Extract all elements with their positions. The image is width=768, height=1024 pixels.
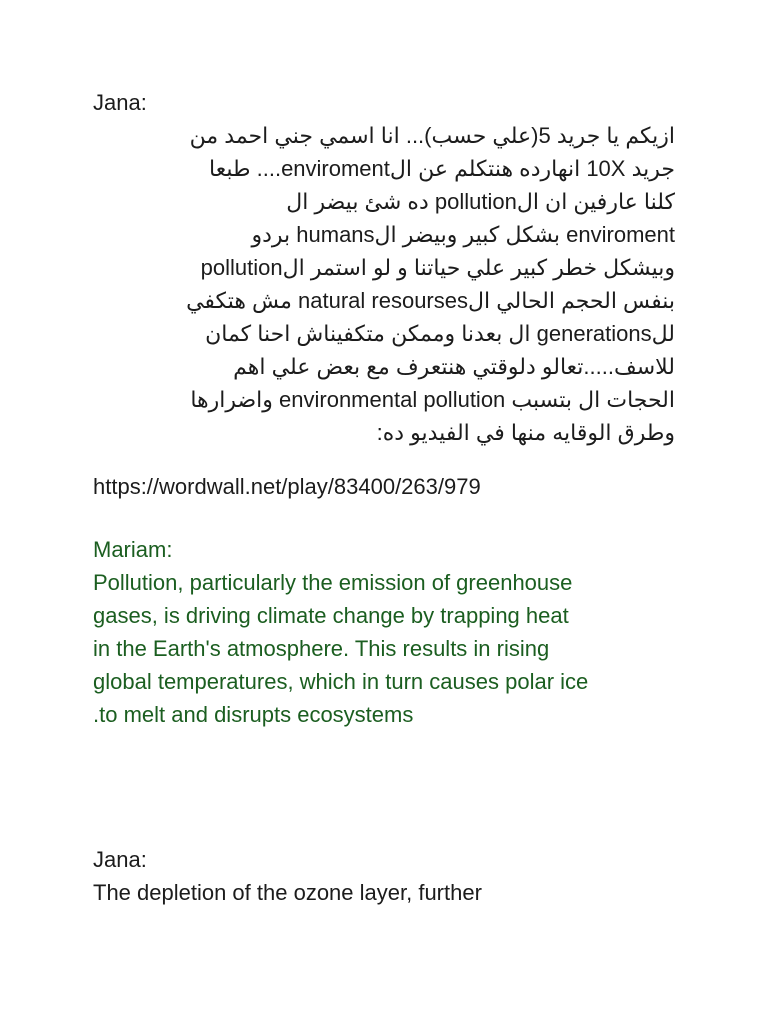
mariam-section (93, 533, 675, 731)
paragraph-line: ازيكم يا جريد 5(علي حسب)... انا اسمي جني احمد من (189, 123, 675, 148)
paragraph-line: كلنا عارفين ان الpollution ده شئ بيضر ال (286, 189, 675, 214)
paragraph-line: جريد 10X انهارده هنتكلم عن الenviroment.... طبعا (209, 156, 675, 181)
paragraph-line: للاسف.....تعالو دلوقتي هنتعرف مع بعض علي اهم (233, 354, 675, 379)
jana-intro-section (93, 86, 675, 449)
link-section (93, 470, 675, 503)
paragraph-line: .to melt and disrupts ecosystems (93, 702, 414, 727)
paragraph-line: وطرق الوقايه منها في الفيديو ده: (376, 420, 675, 445)
paragraph-line: global temperatures, which in turn causes polar ice (93, 669, 589, 694)
arabic-paragraph (93, 119, 675, 449)
paragraph-line: gases, is driving climate change by trapping heat (93, 603, 569, 628)
paragraph-line: in the Earth's atmosphere. This results in rising (93, 636, 550, 661)
speaker-name: Jana: (93, 90, 147, 115)
paragraph-line: الحجات ال بتسبب environmental pollution واضرارها (190, 387, 675, 412)
paragraph-line: The depletion of the ozone layer, further (93, 880, 482, 905)
wordwall-link[interactable]: https://wordwall.net/play/83400/263/979 (93, 474, 481, 499)
paragraph-line: Pollution, particularly the emission of greenhouse (93, 570, 573, 595)
speaker-name: Jana: (93, 847, 147, 872)
paragraph-line: وبيشكل خطر كبير علي حياتنا و لو استمر الpollution (200, 255, 675, 280)
speaker-name: Mariam: (93, 537, 173, 562)
paragraph-line: enviroment بشكل كبير وبيضر الhumans بردو (251, 222, 675, 247)
jana-ozone-section (93, 843, 675, 909)
paragraph-line: للgenerations ال بعدنا وممكن متكفيناش احنا كمان (205, 321, 675, 346)
paragraph-line: بنفس الحجم الحالي الnatural resourses مش هتكفي (186, 288, 675, 313)
